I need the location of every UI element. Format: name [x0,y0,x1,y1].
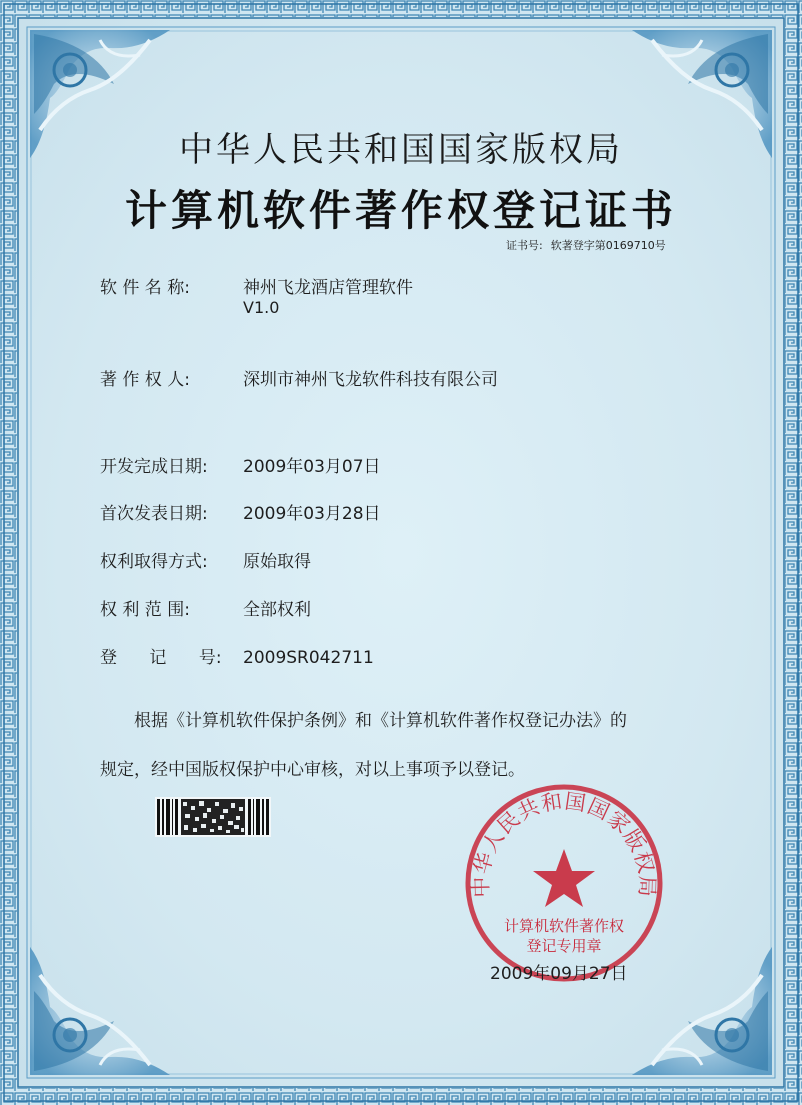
seal-arc-text: 中华人民共和国国家版权局 [468,789,660,898]
field-label: 权 利 范 围: [100,600,190,620]
field-value: 2009年03月28日 [243,504,381,524]
field-value: 2009SR042711 [243,648,374,668]
field-value: 2009年03月07日 [243,457,381,477]
field-value: 全部权利 [243,600,311,620]
field-publish-date [100,499,381,524]
field-rights-scope [100,595,311,620]
software-version: V1.0 [243,298,280,317]
field-copyright-owner [100,365,498,390]
issue-date: 2009年09月27日 [490,964,628,984]
field-dev-date [100,452,381,477]
official-seal [462,781,666,985]
field-acquire-method [100,547,311,572]
statement-line-2: 规定，经中国版权保护中心审核，对以上事项予以登记。 [100,760,525,780]
certificate-title: 计算机软件著作权登记证书 [124,186,677,235]
statement-line-1: 根据《计算机软件保护条例》和《计算机软件著作权登记办法》的 [134,711,627,731]
issuer-heading: 中华人民共和国国家版权局 [179,130,623,170]
field-value: 深圳市神州飞龙软件科技有限公司 [243,370,498,390]
field-label: 首次发表日期: [100,504,208,524]
seal-line-2: 登记专用章 [526,937,602,955]
field-software-name [100,273,413,298]
field-label: 著 作 权 人: [100,370,190,390]
field-value: 神州飞龙酒店管理软件 [243,278,413,298]
barcode-icon [155,797,271,837]
certificate-number-label: 证书号: [506,239,543,252]
seal-line-1: 计算机软件著作权 [503,917,624,935]
field-registration-number [100,643,374,668]
field-label: 权利取得方式: [100,552,208,572]
certificate-number-value: 软著登字第0169710号 [550,239,666,252]
field-label: 登 记 号: [100,648,222,668]
field-value: 原始取得 [243,552,311,572]
field-label: 软 件 名 称: [100,278,190,298]
star-icon [533,849,595,907]
field-label: 开发完成日期: [100,457,208,477]
certificate-number [506,237,674,253]
